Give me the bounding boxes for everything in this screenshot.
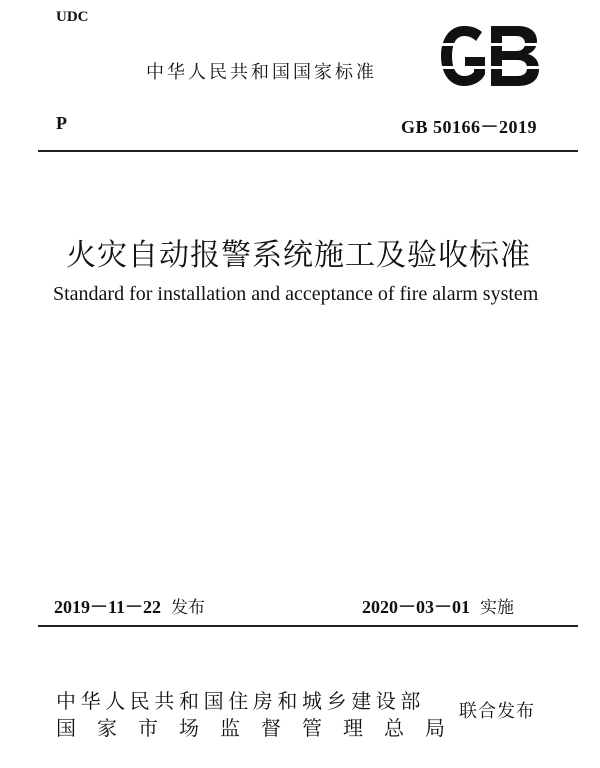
issue-label: 发布 <box>171 598 206 618</box>
issuer-ministry: 中华人民共和国住房和城乡建设部 <box>56 689 425 713</box>
implementation-date-block <box>362 593 514 619</box>
top-divider <box>38 150 578 152</box>
standard-number: GB 50166－2019 <box>400 117 537 137</box>
english-title: Standard for installation and acceptance of fire alarm system <box>53 283 539 305</box>
bottom-divider <box>38 625 578 627</box>
issue-date: 2019－11－22 <box>54 597 162 617</box>
issuer-administration: 国家市场监督管理总局 <box>56 716 466 740</box>
joint-release-label: 联合发布 <box>459 701 535 722</box>
chinese-title: 火灾自动报警系统施工及验收标准 <box>66 238 531 273</box>
classification-code: P <box>56 113 67 133</box>
implementation-date: 2020－03－01 <box>362 597 470 617</box>
issue-date-block <box>54 593 205 619</box>
standard-type-heading: 中华人民共和国国家标准 <box>146 62 377 83</box>
udc-label: UDC <box>56 9 89 25</box>
implementation-label: 实施 <box>480 598 514 618</box>
gb-logo <box>438 24 540 88</box>
